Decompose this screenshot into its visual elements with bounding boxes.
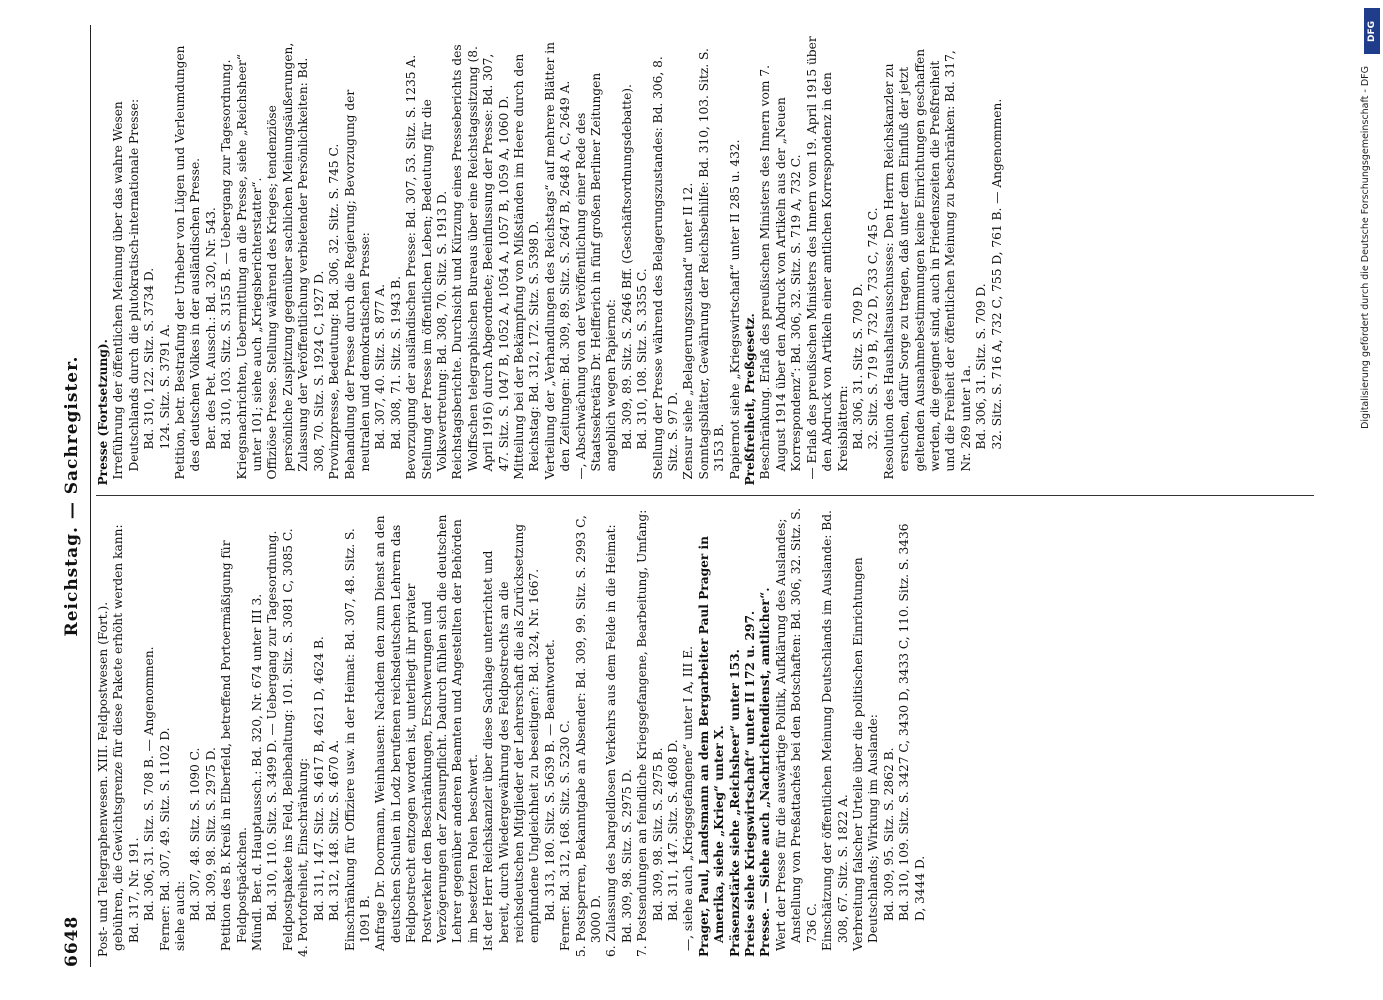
digitization-stamp — [1360, 6, 1382, 996]
index-entry: Mitteilung bei der Bekämpfung von Mißständen im Heere durch den Reichstag: Bd. 312, 172. Sitz. S. 5398 D. — [511, 53, 542, 480]
index-entry: Bd. 310, 122. Sitz. S. 3734 D. — [142, 267, 157, 450]
index-entry: Bd. 308, 71. Sitz. S. 1943 B. — [388, 276, 403, 450]
index-entry: — Erlaß des preußischen Ministers des Innern vom 19. April 1915 über den Abdruck von Artikeln einer amtlichen Korrespondenz in den Kreisblättern: — [804, 36, 850, 480]
index-entry: Verbreitung falscher Urteile über die politischen Einrichtungen Deutschlands; Wirkung im Auslande: — [850, 557, 881, 951]
index-entry: —, Abschwächung von der Veröffentlichung einer Rede des Staatssekretärs Dr. Helfferich in fünf großen Berliner Zeitungen angeblich wegen Papiernot: — [573, 72, 619, 480]
index-entry: Beschränkung. Erlaß des preußischen Ministers des Innern vom 7. August 1914 über den Abdruck von Artikeln aus der „Neuen Korrespondenz“: Bd. 306, 32. Sitz. S. 719 A, 732 C. — [758, 65, 804, 480]
index-entry: Präsenzstärke siehe „Reichsheer“ unter 153. — [727, 649, 742, 957]
index-entry: 124. Sitz. S. 3791 A. — [157, 323, 172, 450]
index-entry: Bd. 309, 89. Sitz. S. 2646 Bff. (Geschäftsordnungsdebatte). — [619, 84, 634, 450]
index-entry: gebühren, die Gewichtsgrenze für diese Pakete erhöht werden kann: Bd. 317, Nr. 191. — [111, 524, 141, 951]
index-entry: Einschränkung für Offiziere usw. in der Heimat: Bd. 307, 48. Sitz. S. 1091 B. — [342, 528, 372, 951]
index-entry: Ferner: Bd. 312, 168. Sitz. S. 5230 C. — [558, 720, 573, 951]
index-entry: 32. Sitz. S. 719 B, 732 D, 733 C, 745 C. — [866, 207, 881, 450]
index-entry: Bd. 309, 98. Sitz. S. 2975 B. — [650, 747, 665, 921]
index-entry: Bd. 313, 180. Sitz. S. 5639 B. — Beantwortet. — [542, 639, 557, 921]
dfg-logo: DFG — [1364, 8, 1380, 54]
index-entry: Presse. — Siehe auch „Nachrichtendienst, amtlicher“. — [758, 587, 773, 957]
index-entry: Bd. 306, 31. Sitz. S. 709 D. — [974, 283, 989, 450]
index-entry: Presse (Fortsetzung). — [96, 339, 110, 486]
index-entry: Resolution des Haushaltsausschusses: Den Herrn Reichskanzler zu ersuchen, dafür Sorge zu tragen, daß unter dem Einfluß der jetzt geltenden Ausnahmebestimmungen keine Einrichtungen geschaffen werden, die geeignet sind, auch in Friedenszeiten die Preßfreiheit und die Freiheit der öffentlichen Meinung zu beschränken: Bd. 317, Nr. 269 unter 1a. — [881, 48, 973, 480]
index-entry: Bd. 307, 48. Sitz. S. 1090 C. — [188, 747, 203, 921]
index-entry: Reichstagsberichte. Durchsicht und Kürzung eines Presseberichts des Wolffschen telegraphischen Bureaus über eine Reichstagssitzung (8. April 1916) durch Abgeordnete; Beeinflussung der Presse: Bd. 307, 47. Sitz. S. 1047 B, 1052 A, 1054 A, 1057 B, 1059 A, 1060 D. — [450, 44, 511, 480]
index-entry: 6. Zulassung des bargeldlosen Verkehrs aus dem Felde in die Heimat: Bd. 309, 98. Sitz. S. 2975 D. — [604, 524, 634, 957]
column-divider — [96, 496, 1314, 497]
index-entry: Post- und Telegraphenwesen. XIII. Feldpostwesen (Fort.). — [96, 601, 110, 957]
index-entry: Bd. 309, 95. Sitz. S. 2862 B. — [881, 747, 896, 921]
index-entry: Preßfreiheit, Preßgesetz. — [743, 313, 758, 486]
index-entry: Ber. des Pet. Aussch.: Bd. 320, Nr. 543. — [203, 207, 218, 450]
index-entry: Ist der Herr Reichskanzler über diese Sachlage unterrichtet und bereit, durch Wiedergewährung des Feldpostrechts an die reichsdeutschen Mitglieder der Lehrerschaft die als Zurücksetzung empfundene Ungleichheit zu beseitigen?: Bd. 324, Nr. 1667. — [481, 523, 542, 951]
index-entry: Bd. 307, 40. Sitz. S. 877 A. — [373, 283, 388, 450]
index-entry: 7. Postsendungen an feindliche Kriegsgefangene, Bearbeitung, Umfang: — [635, 509, 650, 957]
index-entry: Verteilung der „Verhandlungen des Reichstags“ auf mehrere Blätter in den Zeitungen: Bd. 309, 89. Sitz. S. 2647 B, 2648 A, C, 2649 A. — [542, 41, 573, 480]
index-entry: Prager, Paul, Landsmann an dem Bergarbeiter Paul Prager in Amerika, siehe „Krieg“ unter X. — [696, 535, 727, 957]
index-entry: Preise siehe Kriegswirtschaft“ unter II 172 u. 297. — [743, 610, 758, 957]
digitization-stamp-text: Digitalisierung gefördert durch die Deutsche Forschungsgemeinschaft - DFG — [1360, 66, 1371, 429]
right-column — [96, 25, 1314, 496]
index-entry: siehe auch: — [173, 880, 188, 951]
index-entry: Papiernot siehe „Kriegswirtschaft“ unter II 285 u. 432. — [727, 139, 742, 480]
index-entry: Bd. 306, 31. Sitz. S. 708 B. — Angenommen. — [142, 646, 157, 921]
index-entry: Irreführung der öffentlichen Meinung über das wahre Wesen Deutschlands durch die plutokratisch-internationale Presse: — [111, 98, 141, 480]
running-title: Reichstag. — Sachregister. — [62, 355, 82, 637]
index-entry: Stellung der Presse während des Belagerungszustandes: Bd. 306, 8. Sitz. S. 97 D. — [650, 56, 681, 480]
index-entry: 32. Sitz. S. 716 A, 732 C, 755 D, 761 B. — Angenommen. — [989, 98, 1004, 450]
index-entry: Mündl. Ber. d. Hauptaussch.: Bd. 320, Nr. 674 unter III 3. — [250, 593, 265, 951]
index-entry: —, siehe auch „Kriegsgefangene“ unter I A, III E. — [681, 646, 696, 951]
index-entry: Zensur siehe „Belagerungszustand“ unter II 12. — [681, 182, 696, 480]
index-entry: Sonntagsblätter, Gewährung der Reichsbeihilfe: Bd. 310, 103. Sitz. S. 3153 B. — [696, 48, 727, 480]
page-header — [56, 25, 91, 967]
index-entry: Bd. 310, 108. Sitz. S. 3355 C. — [635, 268, 650, 450]
index-entry: Stellung der Presse im öffentlichen Leben; Bedeutung für die Volksvertretung: Bd. 308, 70. Sitz. S. 1913 D. — [419, 99, 449, 480]
index-entry: Feldpostpakete ins Feld, Beibehaltung: 101. Sitz. S. 3081 C, 3085 C. — [280, 528, 295, 951]
index-entry: Bd. 310, 110. Sitz. S. 3499 D. — Uebergang zur Tagesordnung. — [265, 530, 280, 921]
index-entry: 5. Postsperren, Bekanntgabe an Absender: Bd. 309, 99. Sitz. S. 2993 C, 3000 D. — [573, 515, 603, 957]
index-entry: Bd. 309, 98. Sitz. S. 2975 D. — [203, 747, 218, 921]
index-entry: Bd. 311, 147. Sitz. S. 4608 D. — [666, 739, 681, 921]
index-entry: Bd. 306, 31. Sitz. S. 709 D. — [850, 283, 865, 450]
index-entry: Behandlung der Presse durch die Regierung; Bevorzugung der neutralen und demokratischen Presse: — [342, 89, 372, 480]
index-entry: Petition, betr. Bestrafung der Urheber von Lügen und Verleumdungen des deutschen Volkes in der ausländischen Presse. — [173, 45, 203, 480]
index-entry: Anfrage Dr. Doormann, Weinhausen: Nachdem den zum Dienst an den deutschen Schulen in Lodz berufenen reichsdeutschen Lehrern das Feldpostrecht entzogen worden ist, unterliegt ihr privater Postverkehr den Beschränkungen, Erschwerungen und Verzögerungen der Zensurpflicht. Dadurch fühlen sich die deutschen Lehrer gegenüber anderen Beamten und Angestellten der Behörden im besetzten Polen beschwert. — [373, 514, 480, 951]
index-entry: Einschätzung der öffentlichen Meinung Deutschlands im Auslande: Bd. 308, 67. Sitz. S. 1822 A. — [820, 510, 850, 951]
index-entry: 4. Portofreiheit, Einschränkung: — [296, 757, 311, 957]
index-entry: Provinzpresse, Bedeutung: Bd. 306, 32. Sitz. S. 745 C. — [327, 143, 342, 480]
left-column — [96, 497, 1314, 968]
text-columns — [96, 25, 1314, 967]
page-number: 6648 — [62, 915, 82, 967]
document-page — [50, 15, 1320, 985]
index-entry: Bevorzugung der ausländischen Presse: Bd. 307, 53. Sitz. S. 1235 A. — [404, 54, 419, 480]
index-entry: Bd. 312, 148. Sitz. S. 4670 A. — [327, 739, 342, 921]
index-entry: Petition des B. Kreiß in Elberfeld, betreffend Portoermäßigung für Feldpostpäckchen. — [219, 540, 249, 951]
index-entry: Kriegsnachrichten, Uebermittlung an die Presse, siehe „Reichsheer“ unter 101; siehe auch „Kriegsberichterstatter“. — [234, 54, 265, 480]
index-entry: Ferner: Bd. 307, 49. Sitz. S. 1102 D. — [157, 727, 172, 951]
index-entry: Offiziöse Presse. Stellung während des Krieges; tendenziöse persönliche Zuspitzung gegenüber sachlichen Meinungsäußerungen, Zulassung der Veröffentlichung verbietender Persönlichkeiten: Bd. 308, 70. Sitz. S. 1924 C, 1927 D. — [265, 42, 326, 480]
index-entry: Bd. 310, 103. Sitz. S. 3155 B. — Uebergang zur Tagesordnung. — [219, 59, 234, 450]
index-entry: Bd. 311, 147. Sitz. S. 4617 B, 4621 D, 4624 B. — [311, 636, 326, 921]
index-entry: Bd. 310, 109. Sitz. S. 3427 C, 3430 D, 3433 C, 110. Sitz. S. 3436 D, 3444 D. — [897, 523, 927, 921]
index-entry: Wert der Presse für die auswärtige Politik, Aufklärung des Auslandes; Anstellung von Preßattachés bei den Botschaften: Bd. 306, 32. Sitz. S. 736 C. — [773, 507, 819, 951]
